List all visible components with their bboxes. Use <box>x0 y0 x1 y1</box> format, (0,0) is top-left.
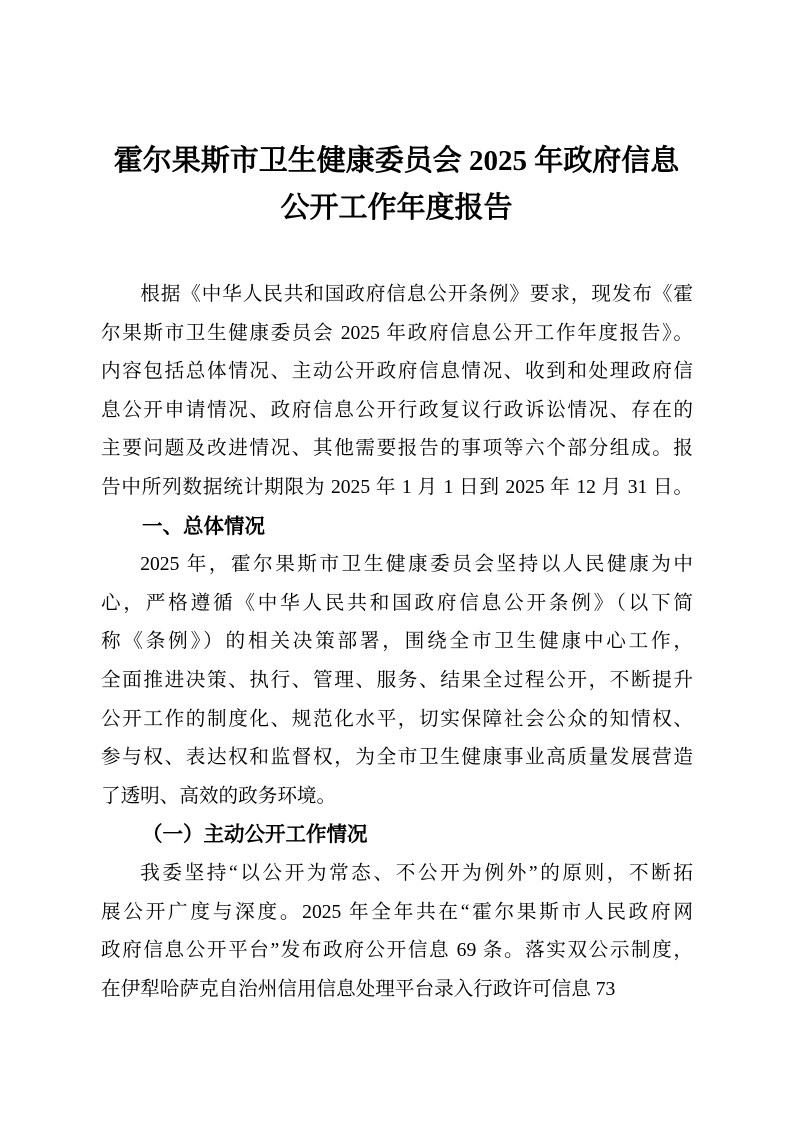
text-line: 参与权、表达权和监督权，为全市卫生健康事业高质量发展营造 <box>101 747 693 769</box>
text-line: 心，严格遵循《中华人民共和国政府信息公开条例》（以下简 <box>101 592 693 614</box>
text-line: 尔果斯市卫生健康委员会 2025 年政府信息公开工作年度报告》。 <box>101 322 693 344</box>
document-body <box>101 276 693 1009</box>
document-title-line-2: 公开工作年度报告 <box>280 192 513 224</box>
paragraph-overall-situation <box>101 546 693 816</box>
text-line: 称《条例》）的相关决策部署，围绕全市卫生健康中心工作， <box>101 631 693 653</box>
text-line: 我委坚持“以公开为常态、不公开为例外”的原则，不断拓 <box>140 862 693 884</box>
paragraph-intro <box>101 276 693 508</box>
text-line: 告中所列数据统计期限为 2025 年 1 月 1 日到 2025 年 12 月 31 日。 <box>101 476 693 498</box>
text-line: 主要问题及改进情况、其他需要报告的事项等六个部分组成。报 <box>101 438 693 460</box>
document-title-line-1: 霍尔果斯市卫生健康委员会 2025 年政府信息 <box>113 145 680 177</box>
text-line: 根据《中华人民共和国政府信息公开条例》要求，现发布《霍 <box>140 284 693 305</box>
text-line: 公开工作的制度化、规范化水平，切实保障社会公众的知情权、 <box>101 708 693 730</box>
text-line: 在伊犁哈萨克自治州信用信息处理平台录入行政许可信息 73 <box>101 978 616 1000</box>
text-line: 政府信息公开平台”发布政府公开信息 69 条。落实双公示制度， <box>101 940 693 962</box>
text-line: 展公开广度与深度。2025 年全年共在“霍尔果斯市人民政府网 <box>101 901 693 923</box>
paragraph-proactive-disclosure <box>101 855 693 1009</box>
section-heading-overall-situation: 一、总体情况 <box>142 514 265 538</box>
text-line: 2025 年，霍尔果斯市卫生健康委员会坚持以人民健康为中 <box>140 554 693 576</box>
subsection-heading-proactive-disclosure: （一）主动公开工作情况 <box>142 824 368 847</box>
text-line: 内容包括总体情况、主动公开政府信息情况、收到和处理政府信 <box>101 361 693 383</box>
text-line: 全面推进决策、执行、管理、服务、结果全过程公开，不断提升 <box>101 669 693 691</box>
text-line: 息公开申请情况、政府信息公开行政复议行政诉讼情况、存在的 <box>101 399 693 421</box>
document-title <box>0 138 793 232</box>
text-line: 了透明、高效的政务环境。 <box>101 785 337 807</box>
